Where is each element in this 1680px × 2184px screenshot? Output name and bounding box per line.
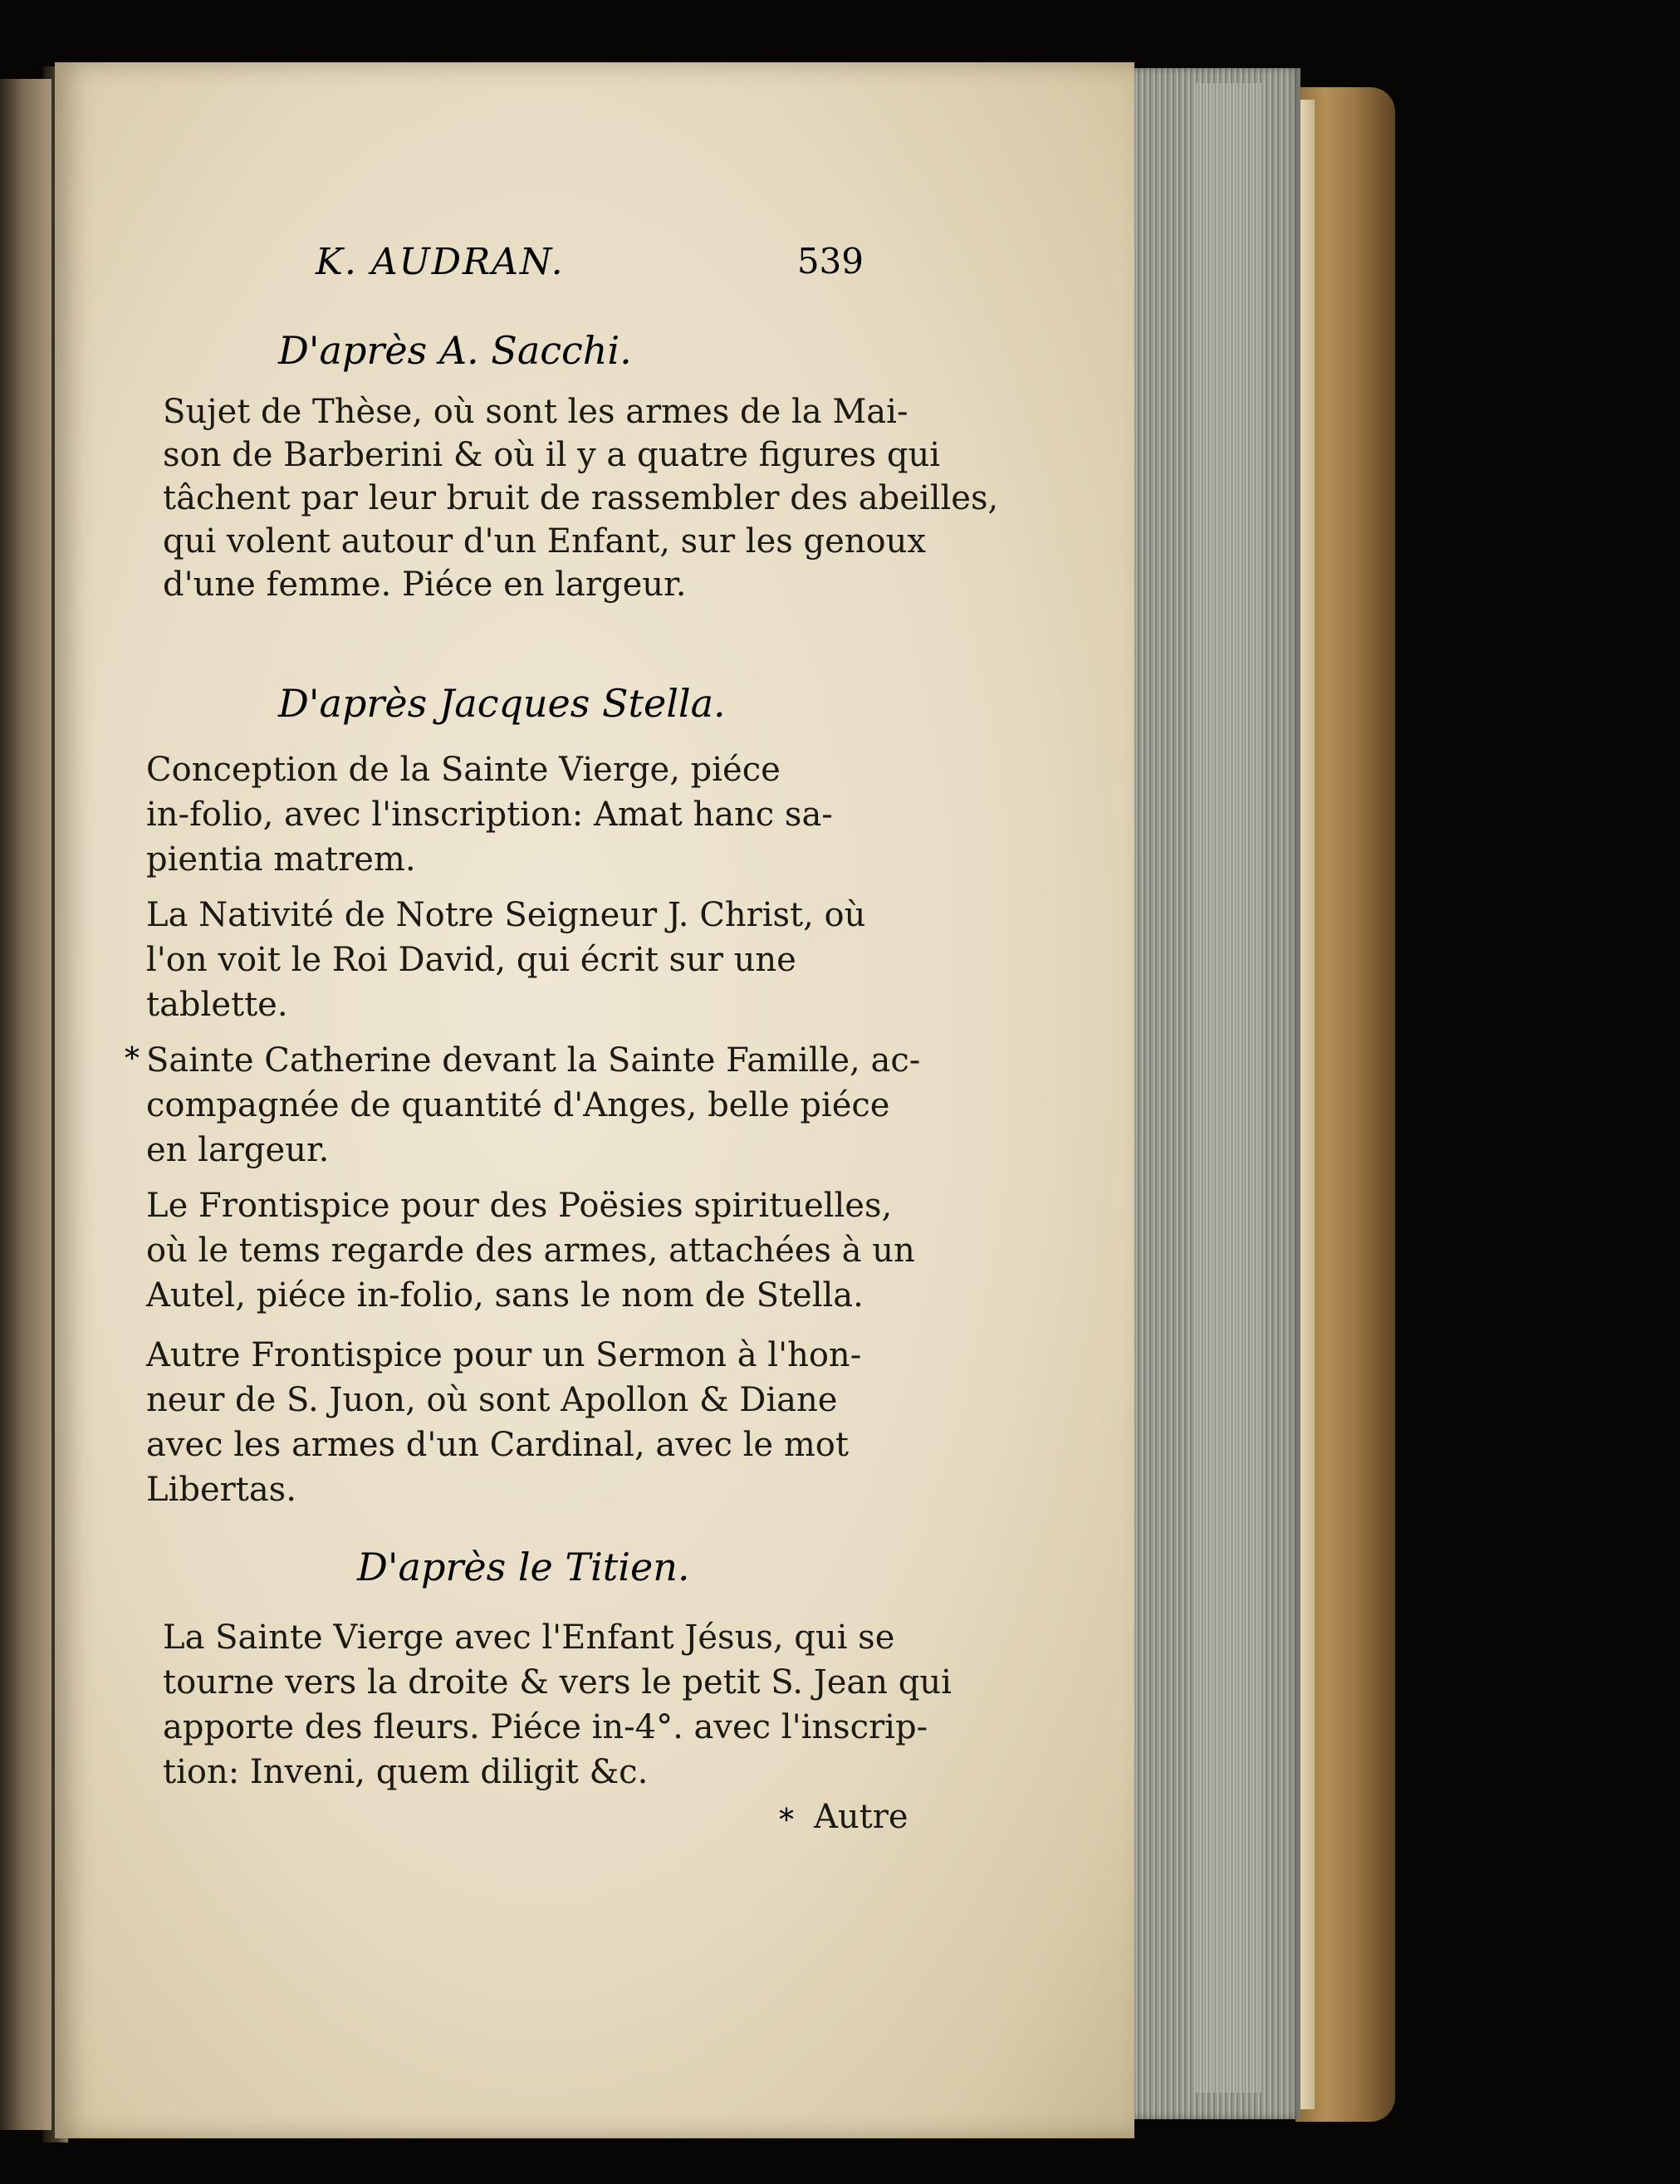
paragraph	[146, 1038, 920, 1173]
text-line: tion: Inveni, quem diligit &c.	[163, 1753, 649, 1791]
text-line: in-folio, avec l'inscription: Amat hanc sa-	[146, 796, 833, 834]
previous-page-edge	[0, 79, 54, 2130]
text-line: tâchent par leur bruit de rassembler des abeilles,	[163, 479, 999, 517]
paragraph	[146, 1333, 861, 1512]
paragraph	[146, 747, 833, 882]
text-line: qui volent autour d'un Enfant, sur les genoux	[163, 522, 926, 561]
text-line: pientia matrem.	[146, 840, 416, 879]
paragraph	[146, 893, 865, 1027]
text-line: Autel, piéce in-folio, sans le nom de Stella.	[146, 1276, 864, 1315]
running-head: K. AUDRAN.	[316, 241, 565, 283]
text-line: La Nativité de Notre Seigneur J. Christ, où	[146, 896, 866, 934]
text-line: avec les armes d'un Cardinal, avec le mot	[146, 1426, 849, 1464]
page-number: 539	[796, 241, 864, 282]
text-line: Sainte Catherine devant la Sainte Famille, ac-	[146, 1041, 921, 1080]
text-line: Libertas.	[146, 1471, 296, 1509]
text-line: d'une femme. Piéce en largeur.	[163, 566, 687, 604]
binding-paper-edge	[1300, 100, 1315, 2109]
text-line: Conception de la Sainte Vierge, piéce	[146, 751, 781, 789]
page-edges-detail	[1196, 83, 1262, 2093]
text-line: l'on voit le Roi David, qui écrit sur une	[146, 941, 796, 979]
text-line: Le Frontispice pour des Poësies spirituelles,	[146, 1187, 893, 1225]
paragraph	[163, 390, 998, 606]
paragraph	[146, 1183, 915, 1318]
text-line: tourne vers la droite & vers le petit S. Jean qui	[163, 1663, 952, 1702]
paragraph	[163, 1615, 952, 1795]
section-heading: D'après le Titien.	[357, 1545, 690, 1589]
catchword-marker: *	[779, 1804, 794, 1838]
asterisk-marker: *	[125, 1042, 140, 1076]
text-line: neur de S. Juon, où sont Apollon & Diane	[146, 1381, 838, 1419]
text-line: tablette.	[146, 986, 288, 1024]
text-line: La Sainte Vierge avec l'Enfant Jésus, qui se	[163, 1618, 895, 1657]
page-header	[316, 241, 864, 291]
text-line: en largeur.	[146, 1131, 330, 1169]
text-line: Sujet de Thèse, où sont les armes de la Mai-	[163, 393, 909, 431]
text-line: Autre Frontispice pour un Sermon à l'hon-	[146, 1336, 862, 1374]
text-line: où le tems regarde des armes, attachées à un	[146, 1232, 915, 1270]
text-line: son de Barberini & où il y a quatre figures qui	[163, 436, 940, 474]
section-heading: D'après A. Sacchi.	[278, 328, 632, 373]
text-line: compagnée de quantité d'Anges, belle piéce	[146, 1086, 890, 1124]
text-line: apporte des fleurs. Piéce in-4°. avec l'inscrip-	[163, 1708, 928, 1746]
section-heading: D'après Jacques Stella.	[278, 681, 726, 726]
catchword: Autre	[814, 1798, 909, 1836]
